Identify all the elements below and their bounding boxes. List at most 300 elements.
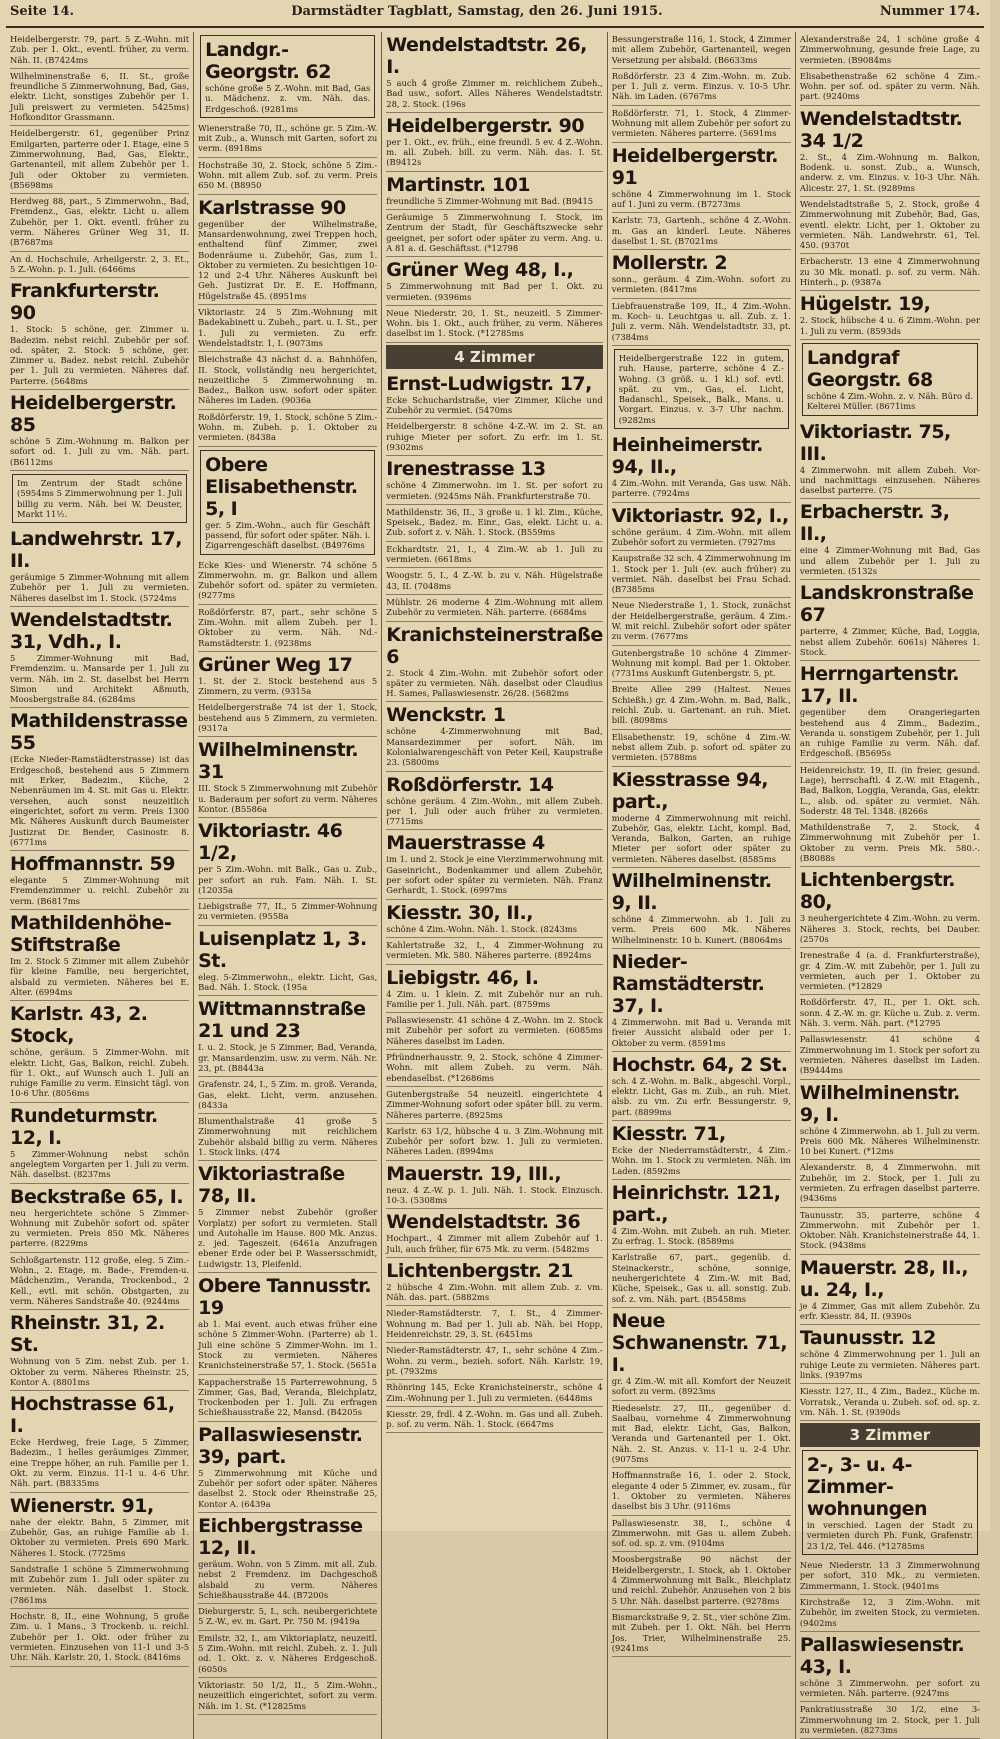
ad-headline: Grüner Weg 17 xyxy=(198,653,353,676)
ad-text: schöne 4 Zimmerwohnung per 1. Juli an ruhige Leute zu vermieten. Näheres part. links. (9397ms xyxy=(799,1349,980,1380)
classified-ad xyxy=(800,1160,980,1207)
classified-ad xyxy=(386,1161,602,1210)
classified-ad xyxy=(800,995,980,1032)
classified-ad xyxy=(800,661,980,762)
classified-ad xyxy=(10,32,189,69)
ad-headline: Mollerstr. 2 xyxy=(611,252,728,275)
ad-text: Hoffmannstraße 16, 1. oder 2. Stock, elegante 4 oder 5 Zimmer, ev. zusam., für 1. Oktober zu vermieten. Näheres daselbst bis 3 Uhr. (9116ms xyxy=(611,1470,791,1512)
ad-text: Nieder-Ramstädterstr. 7, I. St., 4 Zimmer-Wohnung m. Bad per 1. Juli ab. Näh. bei Hopp, Heidenreichstr. 29, 3. St. (6451ms xyxy=(386,1308,603,1340)
section-heading: 4 Zimmer xyxy=(386,345,602,369)
column-1 xyxy=(6,32,194,1739)
classified-ad xyxy=(198,558,377,605)
ad-headline: Mauerstr. 28, II., u. 24, I., xyxy=(799,1256,969,1301)
ad-headline: Wilhelminenstr. 9, II. xyxy=(611,870,772,915)
ad-headline: Heidelbergerstr. 85 xyxy=(10,392,177,437)
ad-headline: Heinrichstr. 121, part., xyxy=(611,1181,781,1226)
ad-text: schöne 4 Zimmerwohnung im 1. Stock auf 1. Juni zu verm. (B7273ms xyxy=(611,188,791,209)
classified-ad xyxy=(386,1087,602,1124)
column-2 xyxy=(194,32,382,1739)
ad-headline: Pallaswiesenstr. 43, I. xyxy=(799,1633,965,1678)
ad-headline: Hochstr. 64, 2 St. xyxy=(611,1053,788,1076)
classified-ad xyxy=(612,106,791,143)
ad-text: je 4 Zimmer, Gas mit allem Zubehör. Zu erfr. Kiesstr. 84, II. (9390s xyxy=(799,1300,980,1322)
ad-text: Riedeselstr. 27, III., gegenüber d. Saalbau, vornehme 4 Zimmerwohnung mit Bad, elektr. Licht, Gas, Balkon, Veranda und Gartenanteil per 1. Okt. Näh. 2. St. Anzus. v. 11-1 u. 2-4 Uhr. (9075ms xyxy=(611,1402,791,1465)
classified-ad xyxy=(200,35,375,118)
classified-ad xyxy=(10,1103,189,1184)
ad-text: Gutenbergstraße 54 neuzeitl. eingerichtete 4 Zimmer-Wohnung sofort oder später bill. zu verm. Näheres parterre. (8925ms xyxy=(386,1088,603,1120)
classified-ad xyxy=(10,1184,189,1253)
classified-ad xyxy=(10,252,189,279)
classified-ad xyxy=(10,1391,189,1492)
classified-ad xyxy=(612,1052,791,1121)
ad-text: parterre, 4 Zimmer, Küche, Bad, Loggia, nebst allem Zubehör. 6061s) Näheres 1. Stock. xyxy=(799,626,980,657)
ad-headline: Mauerstrasse 4 xyxy=(386,832,545,855)
ad-headline: Pallaswiesenstr. 39, part. xyxy=(198,1423,363,1468)
ad-text: Neue Niederstr. 13 3 Zimmerwohnung per sofort, 310 Mk., zu vermieten. Zimmermann, 1. Stock. (9401ms xyxy=(799,1560,980,1591)
ad-text: 5 Zimmer-Wohnung nebst schön angelegtem Vorgarten per 1. Juli zu verm. Näh. daselbst. (8237ms xyxy=(10,1148,190,1180)
classified-ad xyxy=(386,938,602,965)
ad-text: Mathildenstr. 36, II., 3 große u. 1 kl. Zim., Küche, Speisek., Badez. m. Einr., Gas, elekt. Licht u. a. Zub. sofort z. v. Näh. 1. Stock. (B559ms xyxy=(386,506,603,538)
ad-text: schöne 4 Zimmerwohn. ab 1. Juli zu verm. Preis 600 Mk. Näheres Wilhelminenstr. 10 b. Kunert. (B8064ms xyxy=(611,914,791,945)
classified-ad xyxy=(386,1306,602,1343)
ad-headline: Wittmannstraße 21 und 23 xyxy=(198,998,366,1043)
ad-headline: Grüner Weg 48, I., xyxy=(386,259,574,282)
ad-text: in verschied. Lagen der Stadt zu vermieten durch Ph. Funk, Grafenstr. 23 1/2, Tel. 446. (*12785ms xyxy=(806,1520,973,1551)
classified-ad xyxy=(386,622,602,703)
ad-text: 3 neuhergerichtete 4 Zim.-Wohn. zu verm. Näheres 3. Stock, rechts, bei Dauber. (2570s xyxy=(799,913,980,944)
ad-text: Kiesstr. 29, frdl. 4 Z.-Wohn. m. Gas und all. Zubeh. p. sof. zu verm. Näh. 1. Stock. (6647ms xyxy=(386,1408,603,1430)
ad-text: Gutenbergstraße 10 schöne 4 Zimmer-Wohnung mit kompl. Bad per 1. Oktober. (7731ms Auskunft Gutenbergstr. 5, pt. xyxy=(611,647,791,679)
ad-text: im 1. und 2. Stock je eine Vierzimmerwohnung mit Gaseinricht., Bodenkammer und allem Zubehör, per sofort oder später zu vermieten. Näh. Franz Gerhardt, 1. Stock. (6997ms xyxy=(386,854,603,896)
classified-ad xyxy=(198,195,377,305)
classified-ad xyxy=(198,352,377,409)
ad-headline: Viktoriastr. 75, III. xyxy=(799,420,951,465)
ad-text: Im Zentrum der Stadt schöne (5954ms 5 Zimmerwohnung per 1. Juli billig zu verm. Näh. bei W. Deuster, Markt 11½. xyxy=(17,477,183,519)
classified-ad xyxy=(800,867,980,948)
ad-headline: Landwehrstr. 17, II. xyxy=(10,528,182,573)
classified-ad xyxy=(800,419,980,500)
classified-ad xyxy=(10,1253,189,1310)
ad-text: ab 1. Mai event. auch etwas früher eine schöne 5 Zimmer-Wohn. (Parterre) ab 1. Juli eine schöne 5 Zimmer-Wohn. im 1. Stock zu vermieten. Näheres Kranichsteinerstraße 57, 1. Stock. (5651a xyxy=(198,1319,378,1371)
classified-ad xyxy=(198,652,377,701)
ad-headline: Irenestrasse 13 xyxy=(386,458,546,481)
classified-ad xyxy=(612,299,791,346)
ad-text: moderne 4 Zimmerwohnung mit reichl. Zubehör, Gas, elektr. Licht, kompl. Bad, Veranda, Balkon, Garten, an ruhige Mieter per sofort oder später zu vermieten. Näheres daselbst. (8585ms xyxy=(611,812,791,864)
ad-headline: Rundeturmstr. 12, I. xyxy=(10,1104,158,1149)
classified-ad xyxy=(800,1702,980,1739)
ad-headline: Kranichsteinerstraße 6 xyxy=(386,623,603,668)
classified-ad xyxy=(612,646,791,683)
ad-headline: Heidelbergerstr. 90 xyxy=(386,114,585,137)
ad-text: Karlstr. 63 1/2, hübsche 4 u. 3 Zim.-Wohnung mit Zubehör per sofort bzw. 1. Juli zu vermieten. Näheres Laden. (8994ms xyxy=(386,1125,603,1157)
ad-text: Hochpart., 4 Zimmer mit allem Zubehör auf 1. Juli, auch früher, für 675 Mk. zu verm. (5482ms xyxy=(386,1233,603,1254)
classified-ad xyxy=(386,1209,602,1258)
masthead-date: Darmstädter Tagblatt, Samstag, den 26. Juni 1915. xyxy=(291,4,663,19)
ad-text: 4 Zim.-Wohn. mit Veranda, Gas usw. Näh. parterre. (7924ms xyxy=(611,478,791,499)
classified-ad xyxy=(612,1401,791,1469)
ad-headline: Wienerstr. 91, xyxy=(10,1494,154,1517)
ad-text: Karlstr. 73, Gartenh., schöne 4 Z.-Wohn. m. Gas an kinderl. Leute. Näheres daselbst 1. St. (B7021ms xyxy=(611,215,791,246)
page-number: Seite 14. xyxy=(10,4,75,19)
classified-ad xyxy=(800,291,980,340)
ad-headline: Hügelstr. 19, xyxy=(799,293,931,316)
ad-text: Viktoriastr. 24 5 Zim.-Wohnung mit Badekabinett u. Zubeh., part. u. I. St., per 1. Juli zu vermieten. Zu erfr. Wendelstadtstr. 1, I. (9073ms xyxy=(198,307,378,348)
ad-headline: Martinstr. 101 xyxy=(386,173,531,196)
classified-ad xyxy=(198,700,377,737)
classified-ad xyxy=(386,1124,602,1161)
classified-ad xyxy=(612,1610,791,1657)
classified-ad xyxy=(198,926,377,997)
classified-ad xyxy=(386,1343,602,1380)
ad-headline: Rheinstr. 31, 2. St. xyxy=(10,1312,165,1357)
ad-text: neuz. 4 Z.-W. p. 1. Juli. Näh. 1. Stock. Einzusch. 10-3. (5308ms xyxy=(386,1184,603,1205)
column-4 xyxy=(608,32,796,1739)
classified-ad xyxy=(198,1631,377,1678)
classified-ad xyxy=(10,1562,189,1609)
ad-text: ger. 5 Zim.-Wohn., auch für Geschäft passend, für sofort oder später. Näh. i. Zigarrengeschäft daselbst. (B4976ms xyxy=(205,519,371,551)
classified-ad xyxy=(612,1180,791,1251)
ad-headline: Kiesstr. 30, II., xyxy=(386,901,533,924)
ad-text: Heidelbergerstraße 74 ist der 1. Stock, bestehend aus 5 Zimmern, zu vermieten. (9317a xyxy=(198,702,378,734)
ad-headline: Wenckstr. 1 xyxy=(386,704,506,727)
ad-text: Mathildenstraße 7, 2. Stock, 4 Zimmerwohnung mit Zubehör per 1. Oktober zu verm. Preis Mk. 580.-. (B8088s xyxy=(799,822,980,864)
ad-text: Alexanderstr. 8, 4 Zimmerwohn. mit Zubehör, im 2. Stock, per 1. Juli zu vermieten. Zu erfragen daselbst parterre. (9436ms xyxy=(799,1162,980,1204)
ad-text: Heidelbergerstr. 8 schöne 4-Z.-W. im 2. St. an ruhige Mieter per sofort. Zu erfr. im 1. St. (9302ms xyxy=(386,421,603,452)
ad-headline: Karlstr. 43, 2. Stock, xyxy=(10,1003,148,1048)
ad-text: Rhönring 145, Ecke Kranichsteinerstr., schöne 4 Zim.-Wohnung per 1. Juli zu vermieten. (6448ms xyxy=(386,1382,603,1403)
ad-text: Pfründnerhausstr. 9, 2. Stock, schöne 4 Zimmer-Wohn. mit allem Zubeh. zu verm. Näh. ebendaselbst. (*12686ms xyxy=(386,1052,603,1083)
ad-headline: Landskronstraße 67 xyxy=(799,582,974,627)
classified-ad xyxy=(800,1208,980,1255)
ad-headline: Kiesstr. 71, xyxy=(611,1123,726,1145)
ad-headline: Roßdörferstr. 14 xyxy=(386,773,554,796)
ad-text: 5 auch 4 große Zimmer m. reichlichem Zubeh., Bad usw., sofort. Alles Näheres Wendelstadtstr. 28, 2. Stock. (196s xyxy=(386,78,603,109)
ad-text: Moosbergstraße 90 nächst der Heidelbergerstr., I. Stock, ab 1. Oktober 4 Zimmerwohnung mit Balk., Bleichplatz und reichl. Zubehör. Anzusehen von 2 bis 5 Uhr. Näh. daselbst parterre. (9278ms xyxy=(611,1554,791,1606)
classified-ad xyxy=(386,32,602,113)
classified-ad xyxy=(386,772,602,831)
classified-ad xyxy=(800,1255,980,1326)
classified-ad xyxy=(612,432,791,503)
classified-ad xyxy=(198,1114,377,1161)
ad-text: Wienerstraße 70, II., schöne gr. 5 Zim.-W. mit Zub., a. Wunsch mit Garten, sofort zu verm. (8918ms xyxy=(198,122,378,154)
classified-ad xyxy=(612,730,791,767)
ad-text: sch. 4 Z.-Wohn. m. Balk., abgeschl. Vorpl., elektr. Licht, Gas m. Zub., an ruh. Miet. alsb. zu vm. Zu erfr. Bessungerstr. 9, part. (8899ms xyxy=(611,1075,791,1117)
classified-ad xyxy=(10,194,189,251)
ad-headline: Ernst-Ludwigstr. 17, xyxy=(386,372,592,395)
ad-text: Geräumige 5 Zimmerwohnung I. Stock, im Zentrum der Stadt, für Geschäftszwecke sehr geeignet, per sofort oder später zu verm. Ang. u. A 81 a. d. Geschäftsst. (*12798 xyxy=(386,212,603,253)
ad-text: 4 Zimmerwohn. mit Bad u. Veranda mit freier Aussicht alsbald oder per 1. Oktober zu verm. (8591ms xyxy=(611,1016,791,1048)
ad-text: schöne 4 Zimmerwohn. im 1. St. per sofort zu vermieten. (9245ms Näh. Frankfurterstraße 70. xyxy=(386,480,603,501)
classified-ad xyxy=(386,830,602,899)
classified-ad xyxy=(612,682,791,729)
ad-headline: Nieder-Ramstädterstr. 37, I. xyxy=(611,950,765,1017)
classified-ad xyxy=(612,32,791,69)
classified-ad xyxy=(800,580,980,661)
classified-ad xyxy=(386,210,602,257)
ad-text: per 1. Okt., ev. früh., eine freundl. 5 ev. 4 Z.-Wohn. m. all. Zubeh. bill. zu verm. Näh. das. I. St. (B9412s xyxy=(386,136,603,168)
ad-text: Schloßgartenstr. 112 große, eleg. 5 Zim.-Wohn., 2. Etage, m. Bade-, Fremden-u. Mädchenzim., Veranda, Trockenbod., 2 Kell., evtl. mit schön. Obstgarten, zu verm. Näheres Sandstraße 40. (9244ms xyxy=(10,1254,190,1306)
classified-ad xyxy=(800,69,980,106)
classified-ad xyxy=(612,503,791,552)
ad-text: Bleichstraße 43 nächst d. a. Bahnhöfen, II. Stock, vollständig neu hergerichtet, neuzeitliche 5 Zimmerwohnung m. Badez., Balkon usw. sofort oder später. Näheres im Laden. (9036a xyxy=(198,354,378,406)
classified-ad xyxy=(198,1513,377,1604)
classified-ad xyxy=(198,1604,377,1631)
classified-ad xyxy=(10,390,189,471)
ad-headline: Viktoriastr. 92, I., xyxy=(611,504,789,527)
classified-ad xyxy=(386,595,602,622)
ad-text: geräum. Wohn. von 5 Zimm. mit all. Zub. nebst 2 Fremdenz. im Dachgeschoß alsbald zu verm. Näheres Schießhausstraße 44. (B7200s xyxy=(198,1558,378,1600)
classified-ad xyxy=(802,343,978,416)
classified-ad xyxy=(612,143,791,214)
classified-ad xyxy=(12,474,187,523)
ad-text: Nieder-Ramstädterstr. 47, I., sehr schöne 4 Zim.-Wohn. zu verm., bezieh. sofort. Näh. Karlstr. 19, pt. (7932ms xyxy=(386,1345,603,1376)
classified-ad xyxy=(386,1258,602,1307)
classified-ad xyxy=(10,1493,189,1562)
classified-ad xyxy=(198,1678,377,1715)
classified-ad xyxy=(10,526,189,607)
classified-ad xyxy=(612,250,791,299)
ad-text: Bismarckstraße 9, 2. St., vier schöne Zim. mit Zubeh. per 1. Okt. Näh. bei Herrn Jos. Trier, Wilhelminenstraße 25. (9241ms xyxy=(611,1611,791,1653)
classified-ad xyxy=(614,349,789,429)
ad-text: Pankratiusstraße 30 1/2, eine 3-Zimmerwohnung im 2. Stock, per 1. Juli zu vermieten. (8273ms xyxy=(799,1704,980,1736)
ad-text: schöne, geräum. 5 Zimmer-Wohn. mit elektr. Licht, Gas, Balkon, reichl. Zubeh. für 1. Okt., auf Wunsch auch 1. Juli an ruhige Familie zu verm. Einsicht tägl. von 10-6 Uhr. (8056ms xyxy=(10,1047,190,1099)
ad-headline: Obere Tannusstr. 19 xyxy=(198,1275,372,1320)
column-5 xyxy=(796,32,984,1739)
ad-headline: Obere Elisabethenstr. 5, I xyxy=(205,453,358,520)
ad-headline: Erbacherstr. 3, II., xyxy=(799,501,950,546)
ad-headline: Beckstraße 65, I. xyxy=(10,1185,184,1208)
classified-ad xyxy=(386,306,602,343)
ad-text: Kahlertstraße 32, I., 4 Zimmer-Wohnung zu vermieten. Mk. 580. Näheres parterre. (8924ms xyxy=(386,939,603,961)
ad-headline: Landgr.-Georgstr. 62 xyxy=(205,39,331,83)
ad-text: Kappacherstraße 15 Parterrewohnung, 5 Zimmer, Gas, Bad, Veranda, Bleichplatz, Trockenboden per 1. Juli. Zu erfragen Schießhausstraße 22, Mansd. (B4205s xyxy=(198,1376,378,1418)
ad-text: Ecke Schuchardstraße, vier Zimmer, Küche und Zubehör zu vermiet. (5470ms xyxy=(386,394,603,416)
ad-text: 5 Zimmer-Wohnung mit Bad, Fremdenzim. u. Mansarde per 1. Juli zu verm. Näh. im 2. St. daselbst bei Herrn Simon und Architekt Aßmuth, Moosbergstraße 84. (6284ms xyxy=(10,652,190,705)
ad-headline: Mathildenstrasse 55 xyxy=(10,710,188,755)
ad-text: schöne 4-Zimmerwohnung mit Bad, Mansardezimmer per sofort. Näh. im Kolonialwarengeschäft von Peter Keil, Kaupstraße 23. (5800ms xyxy=(386,726,603,768)
ad-headline: Karlstrasse 90 xyxy=(198,196,346,219)
ad-headline: Neue Schwanenstr. 71, I. xyxy=(611,1309,788,1376)
classified-ad xyxy=(10,1609,189,1666)
ad-text: schöne 4 Zimmerwohn. ab 1. Juli zu verm. Preis 600 Mk. Näheres Wilhelminenstr. 10 bei Kunert. (*12ms xyxy=(799,1125,980,1157)
classified-ad xyxy=(800,1384,980,1421)
ad-headline: Lichtenbergstr. 21 xyxy=(386,1259,573,1282)
classified-columns xyxy=(6,32,984,1736)
ad-text: freundliche 5 Zimmer-Wohnung mit Bad. (B9415 xyxy=(386,195,594,206)
classified-ad xyxy=(198,121,377,158)
classified-ad xyxy=(612,1516,791,1553)
ad-headline: Mathildenhöhe-Stiftstraße xyxy=(10,912,172,957)
ad-text: Neue Niederstr. 20, 1. St., neuzeitl. 5 Zimmer-Wohn. bis 1. Okt., auch früher, zu verm. Näheres daselbst im 1. Stock. (*12785ms xyxy=(386,307,603,339)
classified-ad xyxy=(800,32,980,69)
ad-text: Grafenstr. 24, I., 5 Zim. m. groß. Veranda, Gas, elekt. Licht, verm. anzusehen. (8433a xyxy=(198,1079,378,1110)
ad-headline: Herrngartenstr. 17, II. xyxy=(799,663,959,708)
ad-text: 5 Zimmerwohnung mit Küche und Zubehör per sofort oder später. Näheres daselbst 2. Stock oder Rheinstraße 25, Kontor A. (6439a xyxy=(198,1467,378,1509)
ad-headline: Frankfurterstr. 90 xyxy=(10,280,160,325)
ad-text: 4 Zimmerwohn. mit allem Zubeh. Vor- und nachmittags einzusehen. Näheres daselbst parterre. (75 xyxy=(799,464,980,496)
ad-text: Roßdörferstr. 87, part., sehr schöne 5 Zim.-Wohn. mit allem Zubeh. per 1. Oktober zu verm. Näh. Nd.-Ramstädterstr. 1. (9238ms xyxy=(198,606,378,648)
ad-headline: Heidelbergerstr. 91 xyxy=(611,144,779,189)
ad-text: Heidelbergerstraße 122 in gutem, ruh. Hause, parterre, schöne 4 Z.-Wohng. (3 größ. u. 1 kl.) sof. evtl. spät. zu vm., Gas, el. Licht, Badanschl., Speisek., Balk., Mans. u. Vorgart. Einzus. v. 3-7 Uhr nachm. (9282ms xyxy=(618,352,784,425)
classified-ad xyxy=(198,605,377,652)
ad-text: Sandstraße 1 schöne 5 Zimmerwohnung mit Zubehör zum 1. Juli oder später zu vermieten. Näh. daselbst 1. Stock. (7861ms xyxy=(10,1563,190,1605)
ad-text: Liebfrauenstraße 109, II., 4 Zim.-Wohn. m. Koch- u. Leuchtgas u. all. Zub. z. 1. Juli z. verm. Näh. Wendelstadtstr. 33, pt. (7384ms xyxy=(611,300,791,342)
classified-ad xyxy=(800,197,980,254)
ad-text: Liebigstraße 77, II., 5 Zimmer-Wohnung zu vermieten. (9558a xyxy=(198,901,378,922)
classified-ad xyxy=(198,158,377,195)
classified-ad xyxy=(612,69,791,106)
classified-ad xyxy=(10,1001,189,1102)
classified-ad xyxy=(800,499,980,580)
classified-ad xyxy=(198,899,377,926)
ad-headline: Taunusstr. 12 xyxy=(799,1327,936,1350)
classified-ad xyxy=(386,900,602,938)
ad-headline: Heinheimerstr. 94, II., xyxy=(611,434,763,479)
ad-text: Kiesstr. 127, II., 4 Zim., Badez., Küche m. Vorratsk., Veranda u. Zubeh. sof. od. sp. z. vm. Näh. 1. St. (9390ds xyxy=(799,1386,980,1417)
classified-ad xyxy=(800,820,980,867)
classified-ad xyxy=(800,1032,980,1079)
ad-headline: Kiesstrasse 94, part., xyxy=(611,768,769,813)
classified-ad xyxy=(386,568,602,595)
ad-headline: Wilhelminenstr. 31 xyxy=(198,739,359,784)
ad-text: Erbacherstr. 13 eine 4 Zimmerwohnung zu 30 Mk. monatl. p. sof. zu verm. Näh. Hinterh., p. (9387a xyxy=(799,256,980,288)
ad-text: 4 Zim.-Wohn. mit Zubeh. an ruh. Mieter. Zu erfrag. 1. Stock. (8589ms xyxy=(611,1225,791,1247)
ad-text: Viktoriastr. 50 1/2, II., 5 Zim.-Wohn., neuzeitlich eingerichtet, sofort zu verm. Näh. im 1. St. (*12825ms xyxy=(198,1679,378,1711)
classified-ad xyxy=(612,1468,791,1515)
classified-ad xyxy=(198,818,377,899)
classified-ad xyxy=(386,1380,602,1407)
ad-text: 2 hübsche 4 Zim.-Wohn. mit allem Zub. z. vm. Näh. das. part. (5882ms xyxy=(386,1281,603,1303)
classified-ad xyxy=(612,868,791,949)
ad-headline: Viktoriastr. 46 1/2, xyxy=(198,820,343,865)
ad-text: 1. Stock: 5 schöne, ger. Zimmer u. Badezim. nebst reichl. Zubehör per sof. od. später, 2. Stock: 5 schöne, ger. Zimmer u. Badez. nebst reichl. Zubehör per 1. Juli zu vermieten. Näheres daf. Parterre. (5648ms xyxy=(10,324,190,386)
ad-text: neu hergerichtete schöne 5 Zimmer-Wohnung mit Zubehör sofort od. später zu vermieten. Preis 850 Mk. Näheres parterre. (8229ms xyxy=(10,1207,190,1249)
classified-ad xyxy=(386,965,602,1014)
ad-headline: Lichtenbergstr. 80, xyxy=(799,869,955,914)
ad-text: Wohnung von 5 Zim. nebst Zub. per 1. Oktober zu verm. Näheres Rheinstr. 25, Kontor A. (8801ms xyxy=(10,1356,190,1387)
ad-text: sonn., geräum. 4 Zim.-Wohn. sofort zu vermieten. (8417ms xyxy=(611,274,791,295)
ad-text: Herdweg 88, part., 5 Zimmerwohn., Bad, Fremdenz., Gas, elektr. Licht u. allem Zubehör, per 1. Okt. eventl. früher zu verm. Näheres Grüner Weg 31, II. (B7687ms xyxy=(10,196,190,248)
classified-ad xyxy=(800,106,980,197)
issue-number: Nummer 174. xyxy=(879,4,980,19)
ad-text: schöne geräum. 4 Zim.-Wohn. mit allem Zubehör sofort zu vermieten. (7927ms xyxy=(611,526,791,547)
classified-ad xyxy=(612,1308,791,1401)
ad-text: Hochstr. 8, II., eine Wohnung, 5 große Zim. u. 1 Mans., 3 Trockenb. u. reichl. Zubehör per 1. Okt. oder früher zu vermieten. Einzusehen von 11-1 und 3-5 Uhr. Näh. Karlstr. 20, 1. Stock. (8416ms xyxy=(10,1611,190,1663)
ad-text: schöne 5 Zim.-Wohnung m. Balkon per sofort od. 1. Juli zu vm. Näh. part. (B6112ms xyxy=(10,436,190,467)
ad-text: 2. Stock 4 Zim.-Wohn. mit Zubehör sofort oder später zu vermieten. Näh. daselbst oder Claudius H. Sames, Pallaswiesenstr. 26/28. (5682ms xyxy=(386,667,603,699)
column-3 xyxy=(382,32,607,1739)
ad-text: Ecke der Niederramstädterstr., 4 Zim.-Wohn. im 1. Stock zu vermieten. Näh. im Laden. (8592ms xyxy=(611,1145,791,1176)
ad-text: elegante 5 Zimmer-Wohnung mit Fremdenzimmer u. reichl. Zubehör zu verm. (B6817ms xyxy=(10,875,190,906)
ad-text: nahe der elektr. Bahn, 5 Zimmer, mit Zubehör, Gas, an ruhige Familie ab 1. Oktober zu vermieten. Preis 690 Mark. Näheres 1. Stock. (7725ms xyxy=(10,1516,190,1558)
classified-ad xyxy=(10,69,189,126)
classified-ad xyxy=(198,1273,377,1374)
classified-ad xyxy=(800,948,980,995)
classified-ad xyxy=(386,505,602,542)
ad-text: eleg. 5-Zimmerwohn., elektr. Licht, Gas, Bad. Näh. 1. Stock. (195a xyxy=(198,971,378,993)
ad-headline: Eichbergstrasse 12, II. xyxy=(198,1514,363,1559)
section-heading: 3 Zimmer xyxy=(800,1423,980,1447)
ad-text: Wilhelminenstraße 6, II. St., große freundliche 5 Zimmerwohnung, Bad, Gas, elektr. Licht, sonstiges Zubehör per 1. Juli preiswert zu vermieten. 5425ms) Hofkonditor Grassmann. xyxy=(10,70,190,123)
ad-text: Pallaswiesenstr. 41 schöne 4 Z.-Wohn. im 2. Stock mit Zubehör per sofort zu vermieten. (6085ms Näheres daselbst im Laden. xyxy=(386,1015,603,1046)
ad-text: Wendelstadtstraße 5, 2. Stock, große 4 Zimmerwohnung mit Zubehör, Bad, Gas, eventl. elektr. Licht, per 1. Oktober zu vermieten. Näh. Landwehrstr. 61, Tel. 450. (9370t xyxy=(799,198,980,251)
classified-ad xyxy=(612,1250,791,1307)
ad-text: eine 4 Zimmer-Wohnung mit Bad, Gas und allem Zubehör per 1. Juli zu vermieten. (5132s xyxy=(799,545,980,577)
ad-text: geräumige 5 Zimmer-Wohnung mit allem Zubehör per 1. Juli zu vermieten. Näheres daselbst im 1. Stock. (5724ms xyxy=(10,572,190,603)
ad-text: per 5 Zim.-Wohn. mit Balk., Gas u. Zub., per sofort an ruh. Fam. Näh. I. St. (12035a xyxy=(198,864,378,895)
ad-text: Irenestraße 4 (a. d. Frankfurterstraße), gr. 4 Zim.-W. mit Zubehör, per 1. Juli zu vermieten, auch per 1. Oktober zu vermieten. (*12829 xyxy=(799,950,980,992)
ad-text: schöne große 5 Z.-Wohn. mit Bad, Gas u. Mädchenz. z. vm. Näh. das. Erdgeschoß. (9281ms xyxy=(205,83,371,114)
ad-text: schöne 3 Zimmerwohn. per sofort zu vermieten. Näh. parterre. (9247ms xyxy=(799,1677,980,1699)
classified-ad xyxy=(10,1310,189,1391)
ad-text: Heidelbergerstr. 79, part. 5 Z.-Wohn. mit Zub. per 1. Okt., eventl. früher, zu verm. Näh. II. (B7424ms xyxy=(10,34,190,65)
classified-ad xyxy=(200,450,375,555)
ad-text: Pallaswiesenstr. 41 schöne 4 Zimmerwohnung im 1. Stock per sofort zu vermieten. Näheres daselbst im Laden. (B9444ms xyxy=(799,1034,980,1076)
ad-text: Ecke Kies- und Wienerstr. 74 schöne 5 Zimmerwohn. m. gr. Balkon und allem Zubehör sofort od. später zu vermieten. (9277ms xyxy=(198,559,378,601)
ad-text: Neue Niederstraße 1, 1. Stock, zunächst der Heidelbergerstraße, geräum. 4 Zim.-W. mit reichl. Zubehör sofort oder später zu verm. (7677ms xyxy=(611,600,791,642)
ad-text: An d. Hochschule, Arheilgerstr. 2, 3. Et., 5 Z.-Wohn. p. 1. Juli. (6466ms xyxy=(10,253,190,274)
ad-text: Karlstraße 67, part., gegenüb. d. Steinackerstr., schöne, sonnige, neuhergerichtete 4 Zim.-W. mit Bad, Küche, Speisek., Gas u. all. sonstig. Zub. sof. z. vm. Näh. part. (B5458ms xyxy=(611,1252,791,1304)
ad-text: Kaupstraße 32 sch. 4 Zimmerwohnung im 1. Stock per 1. Juli (ev. auch früher) zu vermiet. Näh. daselbst bei Frau Schad. (B7385ms xyxy=(611,553,791,595)
ad-text: Woogstr. 5, I., 4 Z.-W. b. zu v. Näh. Hügelstraße 43, II. (7048ms xyxy=(386,570,603,591)
ad-headline: Wendelstadtstr. 26, I. xyxy=(386,34,587,78)
ad-text: Dieburgerstr. 5, I., sch. neubergerichtete 5 Z.-W., ev. m. Gart. Pr. 750 M. (9419a xyxy=(198,1606,378,1627)
classified-ad xyxy=(800,763,980,820)
classified-ad xyxy=(800,1632,980,1703)
ad-text: Kirchstraße 12, 3 Zim.-Wohn. mit Zubehör, im zweiten Stock, zu vermieten. (9402ms xyxy=(799,1596,980,1628)
ad-text: Roßdörferstr. 19, 1. Stock, schöne 5 Zim.-Wohn. m. Zubeh. p. 1. Oktober zu vermieten. (8438a xyxy=(198,411,378,443)
ad-text: gr. 4 Zim.-W. mit all. Komfort der Neuzeit sofort zu verm. (8923ms xyxy=(611,1375,791,1397)
ad-text: Heidenreichstr. 19, II. (in freier, gesund. Lage), herrschaftl. 4 Z.-W. mit Etagenh., Bad, Balkon, Loggia, Veranda, Gas, elektr. L., alsb. od. später zu vermiet. Näh. Soderstr. 48 Tel. 1348. (8266s xyxy=(799,764,980,816)
classified-ad xyxy=(386,257,602,306)
ad-headline: Viktoriastraße 78, II. xyxy=(198,1163,345,1208)
classified-ad xyxy=(612,551,791,598)
ad-text: 2. St., 4 Zim.-Wohnung m. Balkon, Bodenk. u. sonst. Zub., a. Wunsch, anderw. z. vm. Einzus. v. 10-3 Uhr. Näh. Alicestr. 27, 1. St. (9289ms xyxy=(799,151,980,193)
ad-text: Emilstr. 32, I., am Viktoriaplatz, neuzeitl. 5 Zim.-Wohn. mit reichl. Zubeh. z. 1. Juli od. 1. Okt. z. v. Näheres Erdgeschoß. (6050s xyxy=(198,1632,378,1674)
classified-ad xyxy=(800,1595,980,1632)
classified-ad xyxy=(10,851,189,910)
classified-ad xyxy=(198,1077,377,1114)
ad-text: Mühlstr. 26 moderne 4 Zim.-Wohnung mit allem Zubehör zu vermieten. Näh. parterre. (6684ms xyxy=(386,596,603,618)
ad-text: Hochstraße 30, 2. Stock, schöne 5 Zim.-Wohn. mit allem Zub. sof. zu verm. Preis 650 M. (B8950 xyxy=(198,159,378,191)
classified-ad xyxy=(800,1558,980,1595)
classified-ad xyxy=(198,1422,377,1513)
classified-ad xyxy=(198,1375,377,1422)
ad-text: III. Stock 5 Zimmerwohnung mit Zubehör u. Baderaum per sofort zu verm. Näheres Kontor. (B5586a xyxy=(198,783,378,814)
classified-ad xyxy=(612,767,791,868)
ad-text: Pallaswiesenstr. 38, I., schöne 4 Zimmerwohn. mit Gas u. allem Zubeh. sof. od. sp. z. vm. (9104ms xyxy=(611,1517,791,1549)
ad-text: Im 2. Stock 5 Zimmer mit allem Zubehör für kleine Familie, neu hergerichtet, alsbald zu vermieten. Näheres bei E. Alter. (6994ms xyxy=(10,956,190,997)
ad-text: Ecke Herdweg, freie Lage, 5 Zimmer, Badezim., 1 helles geräumiges Zimmer, eine Treppe höher, an ruh. Familie per 1. Okt. zu verm. Einzus. 11-1 u. 4-6 Uhr. Näh. part. (B8335ms xyxy=(10,1437,190,1489)
ad-headline: Wilhelminenstr. 9, I. xyxy=(799,1081,960,1126)
classified-ad xyxy=(386,1407,602,1434)
ad-text: 5 Zimmerwohnung mit Bad per 1. Okt. zu vermieten. (9396ms xyxy=(386,281,603,302)
ad-headline: 2-, 3- u. 4-Zimmer-wohnungen xyxy=(806,1454,928,1521)
classified-ad xyxy=(386,371,602,420)
ad-text: Eckhardtstr. 21, I., 4 Zim.-W. ab 1. Juli zu vermieten. (6618ms xyxy=(386,543,603,565)
ad-text: Blumenthalstraße 41 große 5 Zimmerwohnung mit reichlichem Zubehör alsbald billig zu verm. Näheres 1. Stock links. (474 xyxy=(198,1116,378,1157)
ad-text: Taunusstr. 35, parterre, schöne 4 Zimmerwohn. mit Zubehör per 1. Oktober. Näh. Kranichsteinerstraße 44, 1. Stock. (9438ms xyxy=(799,1209,980,1251)
ad-headline: Liebigstr. 46, I. xyxy=(386,966,539,989)
ad-headline: Mauerstr. 19, III., xyxy=(386,1162,562,1185)
ad-text: gegenüber dem Orangeriegarten bestehend aus 4 Zimm., Badezim., Veranda u. sonstigem Zubehör, per 1. Juli an ruhige Familie zu verm. Näh. daf. Erdgeschoß. (B5695s xyxy=(799,707,980,759)
classified-ad xyxy=(386,1050,602,1087)
ad-text: Elisabethenstraße 62 schöne 4 Zim.-Wohn. per sof. od. später zu verm. Näh. part. (9240ms xyxy=(799,70,980,102)
classified-ad xyxy=(198,305,377,352)
classified-ad xyxy=(10,607,189,708)
classified-ad xyxy=(10,910,189,1001)
ad-headline: Luisenplatz 1, 3. St. xyxy=(198,927,367,972)
